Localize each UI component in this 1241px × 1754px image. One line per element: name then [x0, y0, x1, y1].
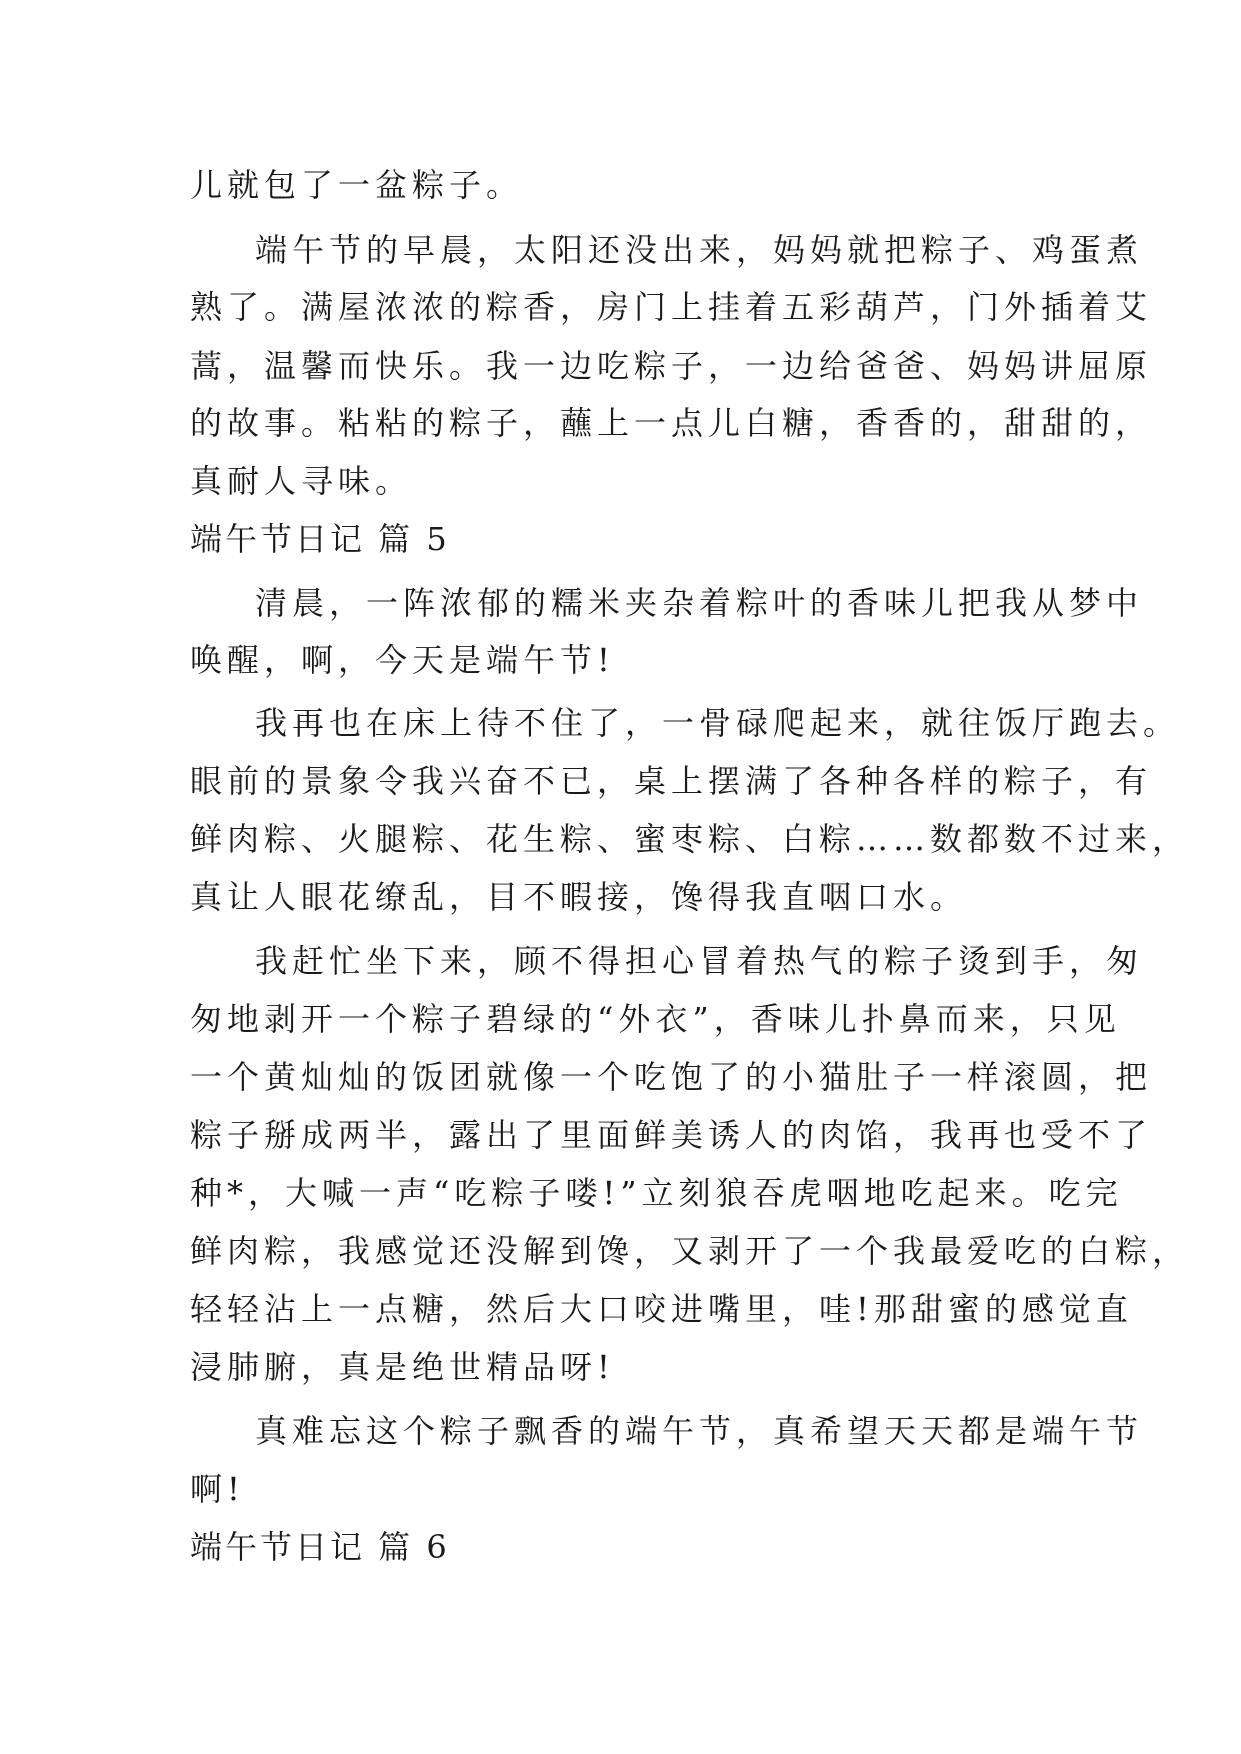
text-line: 熟了。满屋浓浓的粽香，房门上挂着五彩葫芦，门外插着艾 — [190, 288, 1153, 326]
text-line: 眼前的景象令我兴奋不已，桌上摆满了各种各样的粽子，有 — [190, 762, 1153, 800]
text-line: 浸肺腑，真是绝世精品呀! — [190, 1348, 615, 1386]
text-line: 蒿，温馨而快乐。我一边吃粽子，一边给爸爸、妈妈讲屈原 — [190, 347, 1153, 385]
paragraph-first-line: 我再也在床上待不住了，一骨碌爬起来，就往饭厅跑去。 — [255, 704, 1181, 742]
paragraph-first-line: 我赶忙坐下来，顾不得担心冒着热气的粽子烫到手，匆 — [255, 942, 1144, 980]
paragraph-first-line: 端午节的早晨，太阳还没出来，妈妈就把粽子、鸡蛋煮 — [255, 231, 1144, 269]
text-line: 鲜肉粽，我感觉还没解到馋，又剥开了一个我最爱吃的白粽， — [190, 1232, 1190, 1270]
text-line: 唤醒，啊，今天是端午节! — [190, 641, 615, 679]
text-line: 真让人眼花缭乱，目不暇接，馋得我直咽口水。 — [190, 878, 968, 916]
section-heading: 端午节日记 篇 5 — [190, 520, 450, 558]
text-line: 的故事。粘粘的粽子，蘸上一点儿白糖，香香的，甜甜的， — [190, 404, 1153, 442]
text-line: 啊! — [190, 1470, 245, 1508]
section-heading: 端午节日记 篇 6 — [190, 1528, 450, 1566]
paragraph-first-line: 清晨，一阵浓郁的糯米夹杂着粽叶的香味儿把我从梦中 — [255, 584, 1144, 622]
text-line: 真耐人寻味。 — [190, 462, 413, 500]
paragraph-first-line: 真难忘这个粽子飘香的端午节，真希望天天都是端午节 — [255, 1412, 1144, 1450]
text-line: 儿就包了一盆粽子。 — [190, 166, 524, 204]
text-line: 匆地剥开一个粽子碧绿的“外衣”，香味儿扑鼻而来，只见 — [190, 1000, 1121, 1038]
text-line: 一个黄灿灿的饭团就像一个吃饱了的小猫肚子一样滚圆，把 — [190, 1058, 1153, 1096]
text-line: 鲜肉粽、火腿粽、花生粽、蜜枣粽、白粽……数都数不过来， — [190, 820, 1190, 858]
text-line: 粽子掰成两半，露出了里面鲜美诱人的肉馅，我再也受不了 — [190, 1116, 1153, 1154]
text-line: 种*，大喊一声“吃粽子喽!”立刻狼吞虎咽地吃起来。吃完 — [190, 1174, 1123, 1212]
text-line: 轻轻沾上一点糖，然后大口咬进嘴里，哇!那甜蜜的感觉直 — [190, 1290, 1133, 1328]
